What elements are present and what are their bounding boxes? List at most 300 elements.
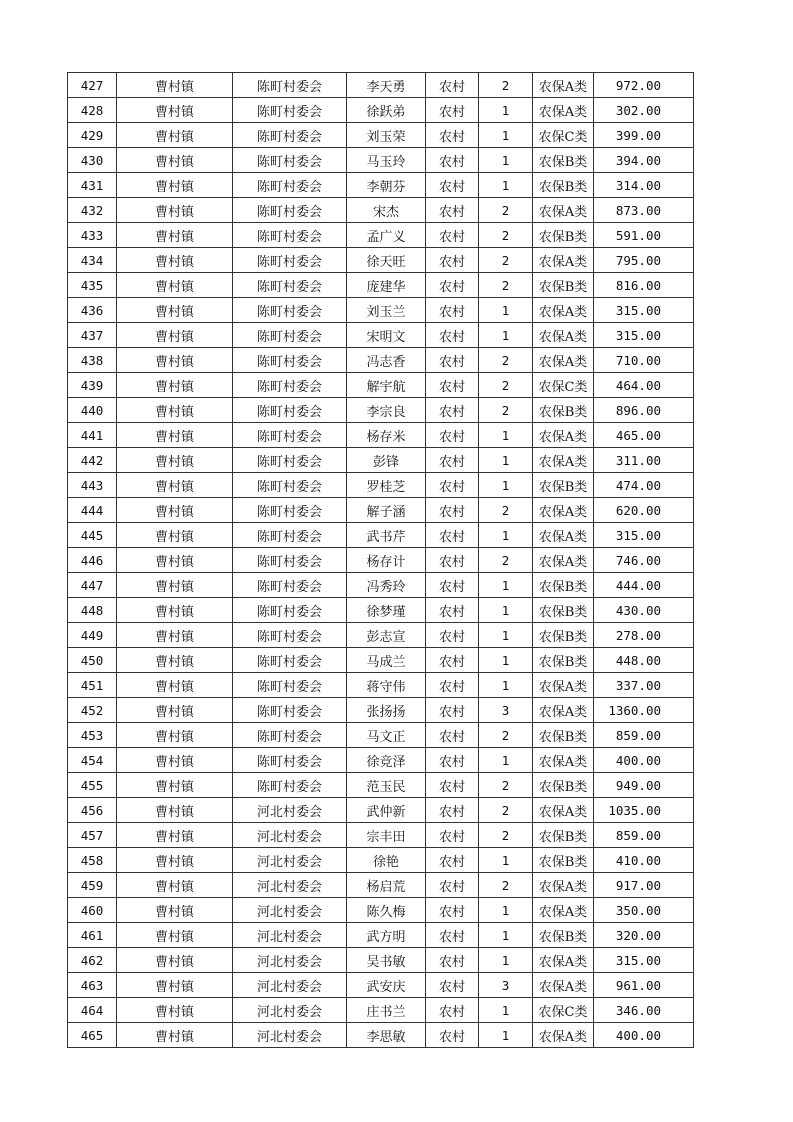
category-cell: 农保A类 <box>533 423 594 448</box>
row-number: 463 <box>68 973 117 998</box>
name-cell: 武书芹 <box>347 523 426 548</box>
member-count-cell: 1 <box>479 748 533 773</box>
village-committee-cell: 河北村委会 <box>233 998 347 1023</box>
table-row <box>68 1023 694 1048</box>
amount-cell: 795.00 <box>594 248 694 273</box>
category-cell: 农保A类 <box>533 448 594 473</box>
household-type-cell: 农村 <box>426 173 479 198</box>
table-row <box>68 423 694 448</box>
household-type-cell: 农村 <box>426 448 479 473</box>
name-cell: 武仲新 <box>347 798 426 823</box>
amount-cell: 474.00 <box>594 473 694 498</box>
category-cell: 农保A类 <box>533 323 594 348</box>
row-number: 440 <box>68 398 117 423</box>
household-type-cell: 农村 <box>426 123 479 148</box>
table-row <box>68 273 694 298</box>
amount-cell: 1035.00 <box>594 798 694 823</box>
household-type-cell: 农村 <box>426 73 479 98</box>
village-committee-cell: 陈町村委会 <box>233 698 347 723</box>
name-cell: 徐梦瑾 <box>347 598 426 623</box>
category-cell: 农保A类 <box>533 298 594 323</box>
member-count-cell: 1 <box>479 1023 533 1048</box>
member-count-cell: 1 <box>479 523 533 548</box>
member-count-cell: 1 <box>479 623 533 648</box>
village-committee-cell: 陈町村委会 <box>233 473 347 498</box>
village-committee-cell: 河北村委会 <box>233 898 347 923</box>
member-count-cell: 1 <box>479 998 533 1023</box>
beneficiary-table <box>67 72 694 1048</box>
row-number: 436 <box>68 298 117 323</box>
row-number: 447 <box>68 573 117 598</box>
table-row <box>68 598 694 623</box>
row-number: 452 <box>68 698 117 723</box>
town-cell: 曹村镇 <box>117 573 233 598</box>
name-cell: 马成兰 <box>347 648 426 673</box>
name-cell: 冯志香 <box>347 348 426 373</box>
table-row <box>68 298 694 323</box>
village-committee-cell: 河北村委会 <box>233 923 347 948</box>
member-count-cell: 1 <box>479 923 533 948</box>
amount-cell: 859.00 <box>594 823 694 848</box>
amount-cell: 278.00 <box>594 623 694 648</box>
town-cell: 曹村镇 <box>117 148 233 173</box>
name-cell: 武安庆 <box>347 973 426 998</box>
village-committee-cell: 陈町村委会 <box>233 323 347 348</box>
category-cell: 农保B类 <box>533 723 594 748</box>
category-cell: 农保C类 <box>533 998 594 1023</box>
table-row <box>68 473 694 498</box>
village-committee-cell: 陈町村委会 <box>233 673 347 698</box>
table-row <box>68 848 694 873</box>
town-cell: 曹村镇 <box>117 223 233 248</box>
household-type-cell: 农村 <box>426 623 479 648</box>
name-cell: 彭锋 <box>347 448 426 473</box>
table-row <box>68 248 694 273</box>
table-row <box>68 123 694 148</box>
household-type-cell: 农村 <box>426 723 479 748</box>
town-cell: 曹村镇 <box>117 373 233 398</box>
household-type-cell: 农村 <box>426 273 479 298</box>
name-cell: 范玉民 <box>347 773 426 798</box>
village-committee-cell: 陈町村委会 <box>233 348 347 373</box>
member-count-cell: 1 <box>479 673 533 698</box>
village-committee-cell: 河北村委会 <box>233 948 347 973</box>
row-number: 434 <box>68 248 117 273</box>
member-count-cell: 2 <box>479 548 533 573</box>
village-committee-cell: 陈町村委会 <box>233 498 347 523</box>
town-cell: 曹村镇 <box>117 723 233 748</box>
village-committee-cell: 陈町村委会 <box>233 123 347 148</box>
amount-cell: 464.00 <box>594 373 694 398</box>
name-cell: 李朝芬 <box>347 173 426 198</box>
town-cell: 曹村镇 <box>117 248 233 273</box>
category-cell: 农保A类 <box>533 498 594 523</box>
amount-cell: 448.00 <box>594 648 694 673</box>
name-cell: 徐跃弟 <box>347 98 426 123</box>
member-count-cell: 1 <box>479 173 533 198</box>
amount-cell: 400.00 <box>594 1023 694 1048</box>
name-cell: 孟广义 <box>347 223 426 248</box>
town-cell: 曹村镇 <box>117 898 233 923</box>
amount-cell: 710.00 <box>594 348 694 373</box>
category-cell: 农保B类 <box>533 223 594 248</box>
town-cell: 曹村镇 <box>117 473 233 498</box>
member-count-cell: 1 <box>479 148 533 173</box>
row-number: 442 <box>68 448 117 473</box>
row-number: 438 <box>68 348 117 373</box>
category-cell: 农保C类 <box>533 373 594 398</box>
amount-cell: 896.00 <box>594 398 694 423</box>
amount-cell: 399.00 <box>594 123 694 148</box>
amount-cell: 394.00 <box>594 148 694 173</box>
household-type-cell: 农村 <box>426 598 479 623</box>
member-count-cell: 2 <box>479 73 533 98</box>
village-committee-cell: 陈町村委会 <box>233 223 347 248</box>
table-row <box>68 173 694 198</box>
household-type-cell: 农村 <box>426 698 479 723</box>
name-cell: 吴书敏 <box>347 948 426 973</box>
amount-cell: 859.00 <box>594 723 694 748</box>
name-cell: 刘玉荣 <box>347 123 426 148</box>
town-cell: 曹村镇 <box>117 998 233 1023</box>
row-number: 427 <box>68 73 117 98</box>
amount-cell: 444.00 <box>594 573 694 598</box>
table-body <box>68 73 694 1048</box>
amount-cell: 400.00 <box>594 748 694 773</box>
table-row <box>68 798 694 823</box>
table-row <box>68 548 694 573</box>
amount-cell: 430.00 <box>594 598 694 623</box>
name-cell: 解宇航 <box>347 373 426 398</box>
member-count-cell: 1 <box>479 323 533 348</box>
village-committee-cell: 陈町村委会 <box>233 73 347 98</box>
row-number: 428 <box>68 98 117 123</box>
table-row <box>68 73 694 98</box>
household-type-cell: 农村 <box>426 648 479 673</box>
town-cell: 曹村镇 <box>117 923 233 948</box>
village-committee-cell: 河北村委会 <box>233 848 347 873</box>
category-cell: 农保B类 <box>533 773 594 798</box>
category-cell: 农保B类 <box>533 473 594 498</box>
row-number: 435 <box>68 273 117 298</box>
category-cell: 农保B类 <box>533 398 594 423</box>
table-row <box>68 748 694 773</box>
village-committee-cell: 陈町村委会 <box>233 448 347 473</box>
household-type-cell: 农村 <box>426 1023 479 1048</box>
name-cell: 张扬扬 <box>347 698 426 723</box>
name-cell: 宋明文 <box>347 323 426 348</box>
name-cell: 马玉玲 <box>347 148 426 173</box>
household-type-cell: 农村 <box>426 348 479 373</box>
village-committee-cell: 陈町村委会 <box>233 748 347 773</box>
village-committee-cell: 陈町村委会 <box>233 648 347 673</box>
village-committee-cell: 陈町村委会 <box>233 373 347 398</box>
household-type-cell: 农村 <box>426 198 479 223</box>
table-row <box>68 698 694 723</box>
village-committee-cell: 陈町村委会 <box>233 773 347 798</box>
town-cell: 曹村镇 <box>117 848 233 873</box>
household-type-cell: 农村 <box>426 473 479 498</box>
table-row <box>68 223 694 248</box>
name-cell: 杨存米 <box>347 423 426 448</box>
row-number: 450 <box>68 648 117 673</box>
town-cell: 曹村镇 <box>117 823 233 848</box>
town-cell: 曹村镇 <box>117 348 233 373</box>
amount-cell: 410.00 <box>594 848 694 873</box>
village-committee-cell: 陈町村委会 <box>233 523 347 548</box>
row-number: 458 <box>68 848 117 873</box>
town-cell: 曹村镇 <box>117 398 233 423</box>
household-type-cell: 农村 <box>426 848 479 873</box>
member-count-cell: 2 <box>479 348 533 373</box>
household-type-cell: 农村 <box>426 423 479 448</box>
town-cell: 曹村镇 <box>117 773 233 798</box>
table-row <box>68 448 694 473</box>
table-row <box>68 573 694 598</box>
category-cell: 农保A类 <box>533 973 594 998</box>
table-row <box>68 998 694 1023</box>
table-row <box>68 198 694 223</box>
member-count-cell: 1 <box>479 473 533 498</box>
household-type-cell: 农村 <box>426 873 479 898</box>
table-row <box>68 623 694 648</box>
town-cell: 曹村镇 <box>117 948 233 973</box>
member-count-cell: 1 <box>479 423 533 448</box>
category-cell: 农保A类 <box>533 523 594 548</box>
amount-cell: 465.00 <box>594 423 694 448</box>
town-cell: 曹村镇 <box>117 123 233 148</box>
category-cell: 农保A类 <box>533 248 594 273</box>
row-number: 449 <box>68 623 117 648</box>
member-count-cell: 2 <box>479 723 533 748</box>
name-cell: 解子涵 <box>347 498 426 523</box>
row-number: 443 <box>68 473 117 498</box>
category-cell: 农保A类 <box>533 348 594 373</box>
category-cell: 农保A类 <box>533 98 594 123</box>
member-count-cell: 2 <box>479 773 533 798</box>
category-cell: 农保B类 <box>533 923 594 948</box>
table-row <box>68 673 694 698</box>
town-cell: 曹村镇 <box>117 298 233 323</box>
category-cell: 农保A类 <box>533 898 594 923</box>
town-cell: 曹村镇 <box>117 523 233 548</box>
member-count-cell: 2 <box>479 398 533 423</box>
village-committee-cell: 陈町村委会 <box>233 273 347 298</box>
household-type-cell: 农村 <box>426 248 479 273</box>
village-committee-cell: 陈町村委会 <box>233 173 347 198</box>
town-cell: 曹村镇 <box>117 648 233 673</box>
household-type-cell: 农村 <box>426 148 479 173</box>
table-row <box>68 773 694 798</box>
row-number: 439 <box>68 373 117 398</box>
member-count-cell: 2 <box>479 498 533 523</box>
name-cell: 杨启荒 <box>347 873 426 898</box>
category-cell: 农保A类 <box>533 73 594 98</box>
table-row <box>68 648 694 673</box>
row-number: 437 <box>68 323 117 348</box>
table-row <box>68 723 694 748</box>
town-cell: 曹村镇 <box>117 423 233 448</box>
category-cell: 农保B类 <box>533 848 594 873</box>
row-number: 462 <box>68 948 117 973</box>
town-cell: 曹村镇 <box>117 1023 233 1048</box>
village-committee-cell: 河北村委会 <box>233 1023 347 1048</box>
village-committee-cell: 陈町村委会 <box>233 98 347 123</box>
member-count-cell: 2 <box>479 273 533 298</box>
table-row <box>68 898 694 923</box>
member-count-cell: 2 <box>479 798 533 823</box>
table-row <box>68 498 694 523</box>
household-type-cell: 农村 <box>426 223 479 248</box>
name-cell: 杨存计 <box>347 548 426 573</box>
amount-cell: 350.00 <box>594 898 694 923</box>
table-row <box>68 98 694 123</box>
member-count-cell: 3 <box>479 698 533 723</box>
household-type-cell: 农村 <box>426 298 479 323</box>
amount-cell: 315.00 <box>594 323 694 348</box>
table-row <box>68 948 694 973</box>
household-type-cell: 农村 <box>426 823 479 848</box>
household-type-cell: 农村 <box>426 773 479 798</box>
town-cell: 曹村镇 <box>117 673 233 698</box>
household-type-cell: 农村 <box>426 948 479 973</box>
name-cell: 彭志宣 <box>347 623 426 648</box>
household-type-cell: 农村 <box>426 898 479 923</box>
amount-cell: 620.00 <box>594 498 694 523</box>
member-count-cell: 1 <box>479 948 533 973</box>
member-count-cell: 1 <box>479 573 533 598</box>
town-cell: 曹村镇 <box>117 873 233 898</box>
row-number: 455 <box>68 773 117 798</box>
household-type-cell: 农村 <box>426 548 479 573</box>
row-number: 460 <box>68 898 117 923</box>
town-cell: 曹村镇 <box>117 73 233 98</box>
category-cell: 农保B类 <box>533 823 594 848</box>
category-cell: 农保A类 <box>533 748 594 773</box>
table-row <box>68 148 694 173</box>
category-cell: 农保A类 <box>533 948 594 973</box>
town-cell: 曹村镇 <box>117 323 233 348</box>
amount-cell: 311.00 <box>594 448 694 473</box>
household-type-cell: 农村 <box>426 973 479 998</box>
row-number: 465 <box>68 1023 117 1048</box>
row-number: 432 <box>68 198 117 223</box>
name-cell: 庄书兰 <box>347 998 426 1023</box>
amount-cell: 591.00 <box>594 223 694 248</box>
village-committee-cell: 陈町村委会 <box>233 298 347 323</box>
village-committee-cell: 陈町村委会 <box>233 573 347 598</box>
amount-cell: 816.00 <box>594 273 694 298</box>
town-cell: 曹村镇 <box>117 498 233 523</box>
amount-cell: 315.00 <box>594 523 694 548</box>
town-cell: 曹村镇 <box>117 548 233 573</box>
name-cell: 冯秀玲 <box>347 573 426 598</box>
member-count-cell: 1 <box>479 648 533 673</box>
village-committee-cell: 河北村委会 <box>233 823 347 848</box>
village-committee-cell: 河北村委会 <box>233 873 347 898</box>
village-committee-cell: 河北村委会 <box>233 798 347 823</box>
household-type-cell: 农村 <box>426 673 479 698</box>
category-cell: 农保B类 <box>533 598 594 623</box>
table-row <box>68 923 694 948</box>
row-number: 457 <box>68 823 117 848</box>
town-cell: 曹村镇 <box>117 273 233 298</box>
row-number: 433 <box>68 223 117 248</box>
row-number: 459 <box>68 873 117 898</box>
name-cell: 宗丰田 <box>347 823 426 848</box>
table-row <box>68 398 694 423</box>
category-cell: 农保B类 <box>533 623 594 648</box>
row-number: 451 <box>68 673 117 698</box>
member-count-cell: 1 <box>479 448 533 473</box>
member-count-cell: 1 <box>479 98 533 123</box>
town-cell: 曹村镇 <box>117 973 233 998</box>
town-cell: 曹村镇 <box>117 448 233 473</box>
name-cell: 宋杰 <box>347 198 426 223</box>
category-cell: 农保B类 <box>533 573 594 598</box>
table-row <box>68 373 694 398</box>
amount-cell: 337.00 <box>594 673 694 698</box>
village-committee-cell: 陈町村委会 <box>233 723 347 748</box>
name-cell: 徐竞泽 <box>347 748 426 773</box>
household-type-cell: 农村 <box>426 98 479 123</box>
village-committee-cell: 陈町村委会 <box>233 148 347 173</box>
row-number: 461 <box>68 923 117 948</box>
household-type-cell: 农村 <box>426 573 479 598</box>
amount-cell: 917.00 <box>594 873 694 898</box>
category-cell: 农保A类 <box>533 798 594 823</box>
amount-cell: 873.00 <box>594 198 694 223</box>
name-cell: 马文正 <box>347 723 426 748</box>
name-cell: 武方明 <box>347 923 426 948</box>
row-number: 445 <box>68 523 117 548</box>
member-count-cell: 1 <box>479 123 533 148</box>
row-number: 453 <box>68 723 117 748</box>
amount-cell: 949.00 <box>594 773 694 798</box>
category-cell: 农保A类 <box>533 698 594 723</box>
town-cell: 曹村镇 <box>117 623 233 648</box>
name-cell: 刘玉兰 <box>347 298 426 323</box>
category-cell: 农保B类 <box>533 273 594 298</box>
category-cell: 农保A类 <box>533 198 594 223</box>
town-cell: 曹村镇 <box>117 698 233 723</box>
row-number: 441 <box>68 423 117 448</box>
amount-cell: 315.00 <box>594 298 694 323</box>
table-row <box>68 973 694 998</box>
village-committee-cell: 陈町村委会 <box>233 398 347 423</box>
row-number: 454 <box>68 748 117 773</box>
member-count-cell: 2 <box>479 823 533 848</box>
row-number: 448 <box>68 598 117 623</box>
village-committee-cell: 陈町村委会 <box>233 423 347 448</box>
household-type-cell: 农村 <box>426 398 479 423</box>
name-cell: 李天勇 <box>347 73 426 98</box>
household-type-cell: 农村 <box>426 523 479 548</box>
row-number: 431 <box>68 173 117 198</box>
table-row <box>68 323 694 348</box>
member-count-cell: 2 <box>479 223 533 248</box>
town-cell: 曹村镇 <box>117 598 233 623</box>
row-number: 429 <box>68 123 117 148</box>
household-type-cell: 农村 <box>426 998 479 1023</box>
category-cell: 农保A类 <box>533 873 594 898</box>
name-cell: 徐天旺 <box>347 248 426 273</box>
category-cell: 农保C类 <box>533 123 594 148</box>
amount-cell: 346.00 <box>594 998 694 1023</box>
town-cell: 曹村镇 <box>117 173 233 198</box>
member-count-cell: 2 <box>479 248 533 273</box>
village-committee-cell: 陈町村委会 <box>233 598 347 623</box>
